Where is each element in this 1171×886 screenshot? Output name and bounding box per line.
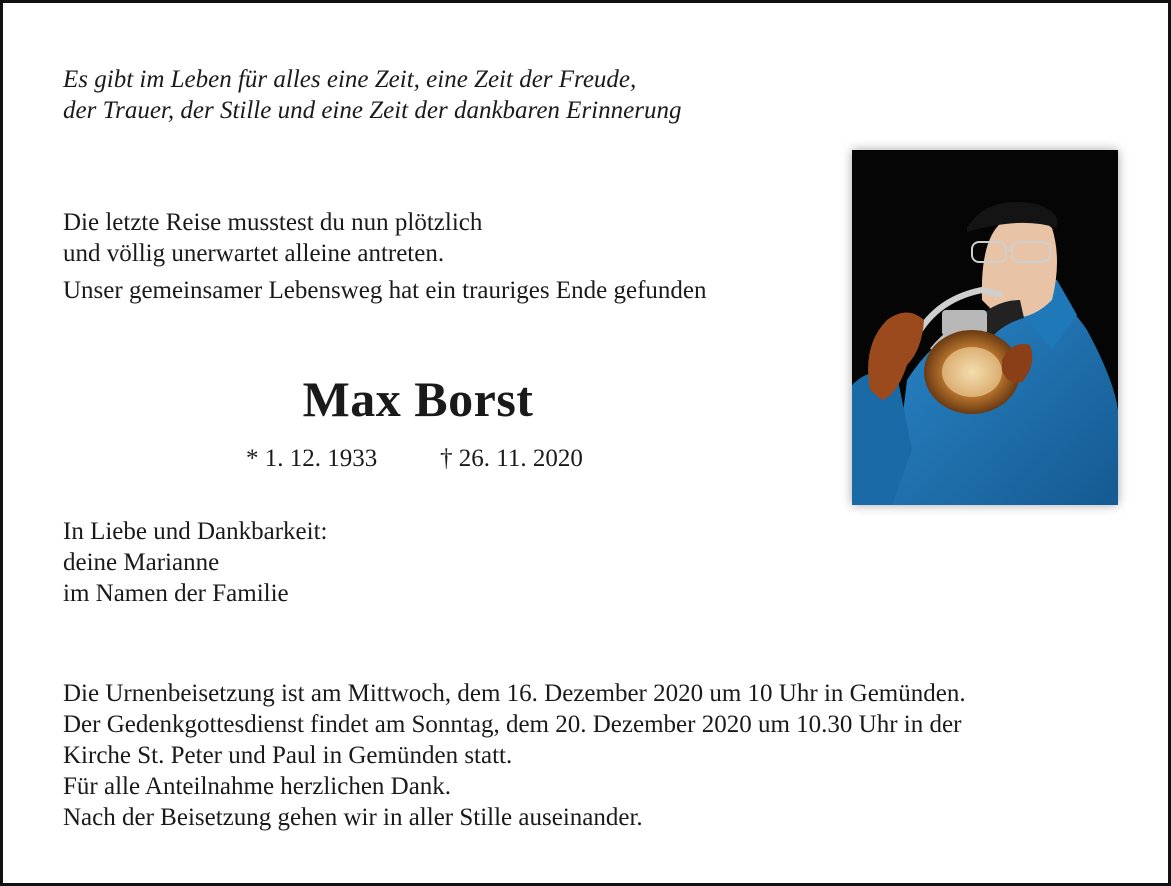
intro-line-3: Unser gemeinsamer Lebensweg hat ein trauriges Ende gefunden	[63, 277, 707, 304]
intro-line-1: Die letzte Reise musstest du nun plötzlich	[63, 209, 483, 236]
family-line-3: im Namen der Familie	[63, 580, 289, 607]
motto-line-2: der Trauer, der Stille und eine Zeit der dankbaren Erinnerung	[63, 97, 682, 124]
family-line-1: In Liebe und Dankbarkeit:	[63, 518, 328, 545]
intro-text	[63, 207, 482, 269]
family-line-2: deine Marianne	[63, 549, 220, 576]
deceased-name: Max Borst	[302, 371, 534, 427]
funeral-line-3: Kirche St. Peter und Paul in Gemünden statt.	[63, 742, 513, 769]
funeral-line-5: Nach der Beisetzung gehen wir in aller Stille auseinander.	[63, 804, 643, 831]
death-date: † 26. 11. 2020	[440, 445, 583, 472]
funeral-line-4: Für alle Anteilnahme herzlichen Dank.	[63, 773, 452, 800]
funeral-line-1: Die Urnenbeisetzung ist am Mittwoch, dem 16. Dezember 2020 um 10 Uhr in Gemünden.	[63, 680, 966, 707]
funeral-line-2: Der Gedenkgottesdienst findet am Sonntag, dem 20. Dezember 2020 um 10.30 Uhr in der	[63, 711, 962, 738]
intro-line-2: und völlig unerwartet alleine antreten.	[63, 240, 445, 267]
portrait-photo	[852, 150, 1118, 505]
birth-date: * 1. 12. 1933	[246, 445, 378, 472]
motto-verse	[63, 64, 681, 126]
portrait-illustration	[852, 150, 1118, 505]
motto-line-1: Es gibt im Leben für alles eine Zeit, eine Zeit der Freude,	[63, 66, 637, 93]
funeral-details	[63, 678, 966, 833]
family-signature	[63, 516, 328, 609]
